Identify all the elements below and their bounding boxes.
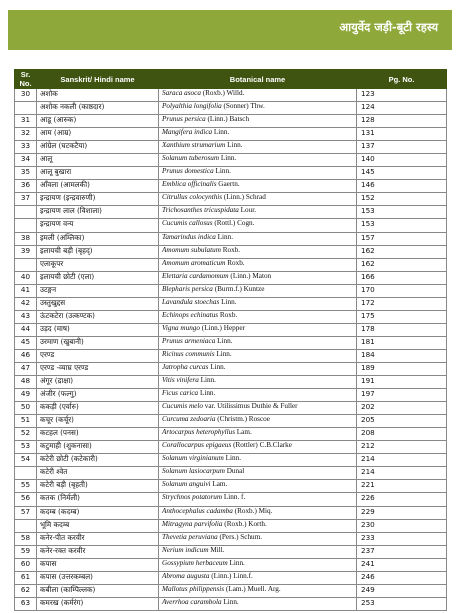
botanical-authority: Linn.	[227, 141, 243, 150]
cell-page-no: 202	[357, 402, 447, 415]
cell-sr-no: 39	[15, 245, 37, 258]
cell-sanskrit-name: कटहल (पनस)	[37, 428, 159, 441]
cell-sanskrit-name: आलू	[37, 154, 159, 167]
table-row	[15, 493, 447, 506]
botanical-genus-species: Solanum tuberosum	[162, 154, 220, 163]
botanical-authority: Roxb.	[219, 310, 238, 319]
botanical-genus-species: Lavandula stoechas	[162, 297, 220, 306]
cell-page-no: 208	[357, 428, 447, 441]
table-row	[15, 584, 447, 597]
botanical-genus-species: Abroma augusta	[162, 571, 210, 580]
cell-botanical-name	[159, 402, 357, 415]
table-row	[15, 245, 447, 258]
cell-sr-no: 40	[15, 271, 37, 284]
botanical-genus-species: Vigna mungo	[162, 323, 200, 332]
cell-sr-no: 45	[15, 336, 37, 349]
cell-sanskrit-name: ककड़ी (एर्वारु)	[37, 402, 159, 415]
cell-sr-no: 38	[15, 232, 37, 245]
table-row	[15, 167, 447, 180]
cell-sanskrit-name: एलाकूपर	[37, 258, 159, 271]
botanical-authority: Linn.	[225, 454, 241, 463]
botanical-genus-species: Tamarindus indica	[162, 232, 216, 241]
cell-botanical-name	[159, 415, 357, 428]
cell-sanskrit-name: उड़द (माष)	[37, 323, 159, 336]
cell-sr-no: 50	[15, 402, 37, 415]
botanical-genus-species: Polyalthia longifolia	[162, 102, 222, 111]
cell-page-no: 124	[357, 102, 447, 115]
table-row	[15, 506, 447, 519]
botanical-authority: (Linn.) Batsch	[207, 115, 250, 124]
cell-botanical-name	[159, 558, 357, 571]
table-row	[15, 571, 447, 584]
botanical-genus-species: Ricinus communis	[162, 349, 215, 358]
cell-page-no: 241	[357, 558, 447, 571]
cell-sanskrit-name: इन्द्रायण वन्य	[37, 219, 159, 232]
botanical-genus-species: Emblica officinalis	[162, 180, 217, 189]
cell-sr-no: 53	[15, 441, 37, 454]
botanical-genus-species: Amomum subulatum	[162, 245, 221, 254]
cell-botanical-name	[159, 128, 357, 141]
cell-page-no: 128	[357, 115, 447, 128]
cell-page-no: 229	[357, 506, 447, 519]
cell-botanical-name	[159, 571, 357, 584]
herb-index-table	[14, 69, 447, 611]
table-row	[15, 558, 447, 571]
botanical-authority: (Roxb.) Miq.	[234, 506, 273, 515]
botanical-authority: Linn.	[220, 154, 237, 163]
cell-sanskrit-name: अंगूर (द्राक्षा)	[37, 376, 159, 389]
table-row	[15, 532, 447, 545]
botanical-genus-species: Artocarpus heterophyllus	[162, 428, 235, 437]
cell-botanical-name	[159, 519, 357, 532]
cell-sanskrit-name: एरण्ड	[37, 349, 159, 362]
cell-sr-no: 35	[15, 167, 37, 180]
botanical-genus-species: Trichosanthes tricuspidata	[162, 206, 239, 215]
botanical-genus-species: Cucumis melo	[162, 402, 203, 411]
botanical-authority: (Sonner) Thw.	[223, 102, 265, 111]
table-row	[15, 297, 447, 310]
cell-sr-no: 62	[15, 584, 37, 597]
cell-page-no: 221	[357, 480, 447, 493]
botanical-genus-species: Amomum aromaticum	[162, 258, 226, 267]
botanical-authority: var. Utilissimus Duthie & Fuller	[204, 402, 298, 411]
botanical-genus-species: Cucumis callosus	[162, 219, 213, 228]
cell-sanskrit-name: कटेरी छोटी (कटेकारी)	[37, 454, 159, 467]
cell-sr-no: 56	[15, 493, 37, 506]
botanical-genus-species: Curcuma zedoaria	[162, 415, 216, 424]
cell-page-no: 153	[357, 206, 447, 219]
cell-page-no: 205	[357, 415, 447, 428]
cell-botanical-name	[159, 193, 357, 206]
botanical-authority: Mill.	[210, 545, 225, 554]
cell-botanical-name	[159, 506, 357, 519]
botanical-genus-species: Jatropha curcas	[162, 362, 209, 371]
cell-page-no: 140	[357, 154, 447, 167]
cell-page-no: 246	[357, 571, 447, 584]
botanical-genus-species: Xanthium strumarium	[162, 141, 226, 150]
cell-sanskrit-name: कपास	[37, 558, 159, 571]
botanical-genus-species: Strychnos potatorum	[162, 493, 223, 502]
col-header-botanical: Botanical name	[159, 70, 357, 89]
botanical-authority: (Rottler) C.B.Clarke	[233, 441, 292, 450]
botanical-authority: (Rottl.) Cogn.	[214, 219, 255, 228]
cell-page-no: 123	[357, 89, 447, 102]
botanical-authority: (Linn.) Schrad	[223, 193, 266, 202]
cell-page-no: 166	[357, 271, 447, 284]
table-row	[15, 219, 447, 232]
cell-sanskrit-name: उटङ्गन	[37, 284, 159, 297]
botanical-genus-species: Mallotus philippensis	[162, 584, 225, 593]
cell-page-no: 181	[357, 336, 447, 349]
botanical-authority: (Linn.) Maton	[230, 271, 272, 280]
botanical-authority: (Linn.) Linn.f.	[211, 571, 253, 580]
table-header-row	[15, 70, 447, 89]
botanical-authority: Roxb.	[222, 245, 241, 254]
botanical-authority: Linn.	[210, 362, 226, 371]
botanical-genus-species: Ficus carica	[162, 389, 199, 398]
cell-sanskrit-name: आडू (आरुक)	[37, 115, 159, 128]
table-row	[15, 519, 447, 532]
botanical-authority: (Christm.) Roscoe	[217, 415, 270, 424]
botanical-authority: Linn.	[221, 297, 237, 306]
botanical-genus-species: Mitragyna parvifolia	[162, 519, 223, 528]
cell-sanskrit-name: उरमाण (खुबानी)	[37, 336, 159, 349]
cell-sr-no: 55	[15, 480, 37, 493]
cell-sanskrit-name: इलायची छोटी (एला)	[37, 271, 159, 284]
cell-sr-no: 46	[15, 349, 37, 362]
cell-page-no: 131	[357, 128, 447, 141]
cell-sanskrit-name: आम (आम्र)	[37, 128, 159, 141]
cell-sanskrit-name: भूमि कदम्ब	[37, 519, 159, 532]
cell-sanskrit-name: कनेर-पीत करवीर	[37, 532, 159, 545]
table-row	[15, 545, 447, 558]
cell-page-no: 184	[357, 349, 447, 362]
header-bar	[8, 10, 452, 50]
col-header-sr: Sr. No.	[15, 70, 37, 89]
botanical-authority: (Pers.) Schum.	[219, 532, 263, 541]
botanical-genus-species: Averrhoa carambola	[162, 597, 222, 606]
table-row	[15, 89, 447, 102]
cell-botanical-name	[159, 545, 357, 558]
table-row	[15, 258, 447, 271]
cell-botanical-name	[159, 336, 357, 349]
table-row	[15, 271, 447, 284]
table-row	[15, 154, 447, 167]
botanical-authority: Roxb.	[227, 258, 245, 267]
botanical-authority: Linn.	[215, 167, 231, 176]
cell-sr-no: 54	[15, 454, 37, 467]
table-row	[15, 323, 447, 336]
botanical-authority: Linn.	[199, 389, 216, 398]
botanical-authority: Lam.	[212, 480, 228, 489]
cell-sr-no	[15, 206, 37, 219]
cell-sr-no: 60	[15, 558, 37, 571]
table-row	[15, 454, 447, 467]
col-header-page: Pg. No.	[357, 70, 447, 89]
botanical-genus-species: Echinops echinatus	[162, 310, 219, 319]
cell-sanskrit-name: अंजीर (फल्गु)	[37, 389, 159, 402]
botanical-authority: Linn.	[217, 232, 234, 241]
botanical-authority: Dunal	[226, 467, 245, 476]
table-row	[15, 115, 447, 128]
cell-sanskrit-name: आलू बुखारा	[37, 167, 159, 180]
table-row	[15, 102, 447, 115]
cell-sr-no: 52	[15, 428, 37, 441]
botanical-genus-species: Solanum lasiocarpum	[162, 467, 225, 476]
table-row	[15, 141, 447, 154]
botanical-genus-species: Gossypium herbaceum	[162, 558, 228, 567]
cell-botanical-name	[159, 219, 357, 232]
cell-page-no: 153	[357, 219, 447, 232]
cell-sr-no	[15, 258, 37, 271]
cell-sanskrit-name: कटेरी बड़ी (बृहती)	[37, 480, 159, 493]
table-row	[15, 480, 447, 493]
cell-sr-no: 57	[15, 506, 37, 519]
botanical-authority: (Lam.) Muell. Arg.	[225, 584, 281, 593]
botanical-authority: (Burm.f.) Kuntze	[214, 284, 265, 293]
cell-page-no: 237	[357, 545, 447, 558]
cell-sanskrit-name: कपास (उत्तरकम्बल)	[37, 571, 159, 584]
cell-botanical-name	[159, 154, 357, 167]
table-row	[15, 193, 447, 206]
botanical-genus-species: Prunus armeniaca	[162, 336, 216, 345]
cell-sanskrit-name: इन्द्रायण (इन्द्रवारुणी)	[37, 193, 159, 206]
cell-page-no: 212	[357, 441, 447, 454]
table-row	[15, 362, 447, 375]
cell-sr-no: 58	[15, 532, 37, 545]
cell-botanical-name	[159, 597, 357, 610]
cell-botanical-name	[159, 115, 357, 128]
cell-sr-no: 32	[15, 128, 37, 141]
table-row	[15, 310, 447, 323]
table-row	[15, 180, 447, 193]
table-row	[15, 441, 447, 454]
cell-page-no: 178	[357, 323, 447, 336]
cell-botanical-name	[159, 271, 357, 284]
table-body	[15, 89, 447, 611]
cell-sr-no	[15, 519, 37, 532]
botanical-authority: Linn.	[213, 128, 230, 137]
cell-sanskrit-name: कदम्ब (कदम्ब)	[37, 506, 159, 519]
botanical-genus-species: Thevetia peruviana	[162, 532, 218, 541]
cell-page-no: 162	[357, 258, 447, 271]
cell-page-no: 197	[357, 389, 447, 402]
cell-sanskrit-name: कतक (निर्मली)	[37, 493, 159, 506]
cell-page-no: 214	[357, 454, 447, 467]
botanical-authority: (Roxb.) Willd.	[202, 89, 245, 97]
cell-botanical-name	[159, 323, 357, 336]
cell-sr-no: 33	[15, 141, 37, 154]
cell-sanskrit-name: एरण्ड -व्याघ्र एरण्ड	[37, 362, 159, 375]
cell-botanical-name	[159, 349, 357, 362]
botanical-genus-species: Nerium indicum	[162, 545, 209, 554]
cell-page-no: 152	[357, 193, 447, 206]
botanical-genus-species: Solanum anguivi	[162, 480, 211, 489]
table-row	[15, 336, 447, 349]
cell-sanskrit-name: कटुमाही (शुकनासा)	[37, 441, 159, 454]
botanical-genus-species: Anthocephalus cadamba	[162, 506, 233, 515]
botanical-authority: Lam.	[236, 428, 252, 437]
cell-page-no: 172	[357, 297, 447, 310]
botanical-genus-species: Vitis vinifera	[162, 376, 199, 385]
cell-page-no: 214	[357, 467, 447, 480]
botanical-genus-species: Prunus persica	[162, 115, 206, 124]
cell-sr-no: 48	[15, 376, 37, 389]
cell-page-no: 233	[357, 532, 447, 545]
cell-sr-no: 36	[15, 180, 37, 193]
botanical-genus-species: Mangifera indica	[162, 128, 213, 137]
cell-sanskrit-name: कनेर-रक्त करवीर	[37, 545, 159, 558]
cell-sanskrit-name: इलायची बड़ी (बृहद्)	[37, 245, 159, 258]
cell-botanical-name	[159, 310, 357, 323]
cell-sanskrit-name: आंग्रेल (घटकटैया)	[37, 141, 159, 154]
cell-botanical-name	[159, 362, 357, 375]
botanical-genus-species: Citrullus colocynthis	[162, 193, 223, 202]
cell-botanical-name	[159, 245, 357, 258]
cell-botanical-name	[159, 454, 357, 467]
cell-botanical-name	[159, 376, 357, 389]
cell-sr-no: 44	[15, 323, 37, 336]
botanical-authority: Linn.	[200, 376, 216, 385]
cell-page-no: 145	[357, 167, 447, 180]
cell-botanical-name	[159, 258, 357, 271]
cell-sr-no: 37	[15, 193, 37, 206]
cell-sr-no: 61	[15, 571, 37, 584]
cell-botanical-name	[159, 232, 357, 245]
cell-sanskrit-name: आँवला (आमलकी)	[37, 180, 159, 193]
cell-page-no: 175	[357, 310, 447, 323]
cell-page-no: 170	[357, 284, 447, 297]
cell-sanskrit-name: ऊंटकटेरा (उत्कण्टक)	[37, 310, 159, 323]
table-row	[15, 128, 447, 141]
cell-botanical-name	[159, 89, 357, 102]
cell-sr-no: 47	[15, 362, 37, 375]
botanical-genus-species: Solanum virginianum	[162, 454, 224, 463]
col-header-name: Sanskrit/ Hindi name	[37, 70, 159, 89]
botanical-genus-species: Blepharis persica	[162, 284, 213, 293]
cell-sr-no	[15, 467, 37, 480]
cell-sanskrit-name: कबीला (काम्पिल्लक)	[37, 584, 159, 597]
table-row	[15, 284, 447, 297]
botanical-genus-species: Elettaria cardamomum	[162, 271, 229, 280]
cell-sr-no	[15, 219, 37, 232]
cell-botanical-name	[159, 206, 357, 219]
cell-botanical-name	[159, 441, 357, 454]
table-row	[15, 415, 447, 428]
table-row	[15, 206, 447, 219]
botanical-authority: Linn. f.	[223, 493, 246, 502]
cell-botanical-name	[159, 493, 357, 506]
table-row	[15, 389, 447, 402]
table-row	[15, 232, 447, 245]
cell-sanskrit-name: कचूर (कर्चूर)	[37, 415, 159, 428]
book-title: आयुर्वेद जड़ी-बूटी रहस्य	[339, 20, 438, 34]
cell-page-no: 230	[357, 519, 447, 532]
table-row	[15, 376, 447, 389]
cell-botanical-name	[159, 167, 357, 180]
botanical-authority: Linn.	[216, 349, 232, 358]
botanical-genus-species: Corallocarpus epigaeus	[162, 441, 232, 450]
table-row	[15, 467, 447, 480]
cell-page-no: 189	[357, 362, 447, 375]
cell-sanskrit-name: अशोक नकली (काष्ठदार)	[37, 102, 159, 115]
cell-page-no: 226	[357, 493, 447, 506]
cell-sanskrit-name: अशोक	[37, 89, 159, 102]
cell-sanskrit-name: उस्तुखुद्दस	[37, 297, 159, 310]
cell-botanical-name	[159, 428, 357, 441]
cell-page-no: 137	[357, 141, 447, 154]
cell-page-no: 253	[357, 597, 447, 610]
cell-page-no: 249	[357, 584, 447, 597]
cell-sr-no: 43	[15, 310, 37, 323]
botanical-genus-species: Saraca asoca	[162, 89, 201, 97]
cell-botanical-name	[159, 532, 357, 545]
cell-sanskrit-name: इमली (अम्लिका)	[37, 232, 159, 245]
cell-sanskrit-name: कमरख (कर्मरंग)	[37, 597, 159, 610]
cell-page-no: 146	[357, 180, 447, 193]
botanical-authority: (Linn.) Hepper	[201, 323, 245, 332]
botanical-authority: Linn.	[217, 336, 233, 345]
cell-sr-no: 63	[15, 597, 37, 610]
cell-sr-no: 59	[15, 545, 37, 558]
table-row	[15, 402, 447, 415]
cell-sr-no: 34	[15, 154, 37, 167]
cell-sr-no	[15, 102, 37, 115]
botanical-authority: (Roxb.) Korth.	[224, 519, 267, 528]
cell-botanical-name	[159, 141, 357, 154]
botanical-authority: Linn.	[229, 558, 245, 567]
cell-sr-no: 51	[15, 415, 37, 428]
herb-index-table-wrap	[14, 69, 446, 611]
cell-page-no: 191	[357, 376, 447, 389]
cell-sr-no: 41	[15, 284, 37, 297]
cell-page-no: 162	[357, 245, 447, 258]
cell-botanical-name	[159, 467, 357, 480]
cell-botanical-name	[159, 480, 357, 493]
botanical-genus-species: Prunus domestica	[162, 167, 214, 176]
table-row	[15, 349, 447, 362]
botanical-authority: Linn.	[223, 597, 239, 606]
botanical-authority: Lour.	[240, 206, 257, 215]
cell-botanical-name	[159, 297, 357, 310]
botanical-authority: Gaertn.	[218, 180, 240, 189]
cell-sr-no: 30	[15, 89, 37, 102]
cell-sr-no: 42	[15, 297, 37, 310]
table-row	[15, 428, 447, 441]
cell-sanskrit-name: इन्द्रायण लाल (विशाला)	[37, 206, 159, 219]
table-row	[15, 597, 447, 610]
cell-botanical-name	[159, 180, 357, 193]
cell-botanical-name	[159, 584, 357, 597]
cell-sanskrit-name: कटेरी श्वेत	[37, 467, 159, 480]
cell-sr-no: 49	[15, 389, 37, 402]
cell-botanical-name	[159, 284, 357, 297]
cell-botanical-name	[159, 102, 357, 115]
cell-botanical-name	[159, 389, 357, 402]
cell-page-no: 157	[357, 232, 447, 245]
cell-sr-no: 31	[15, 115, 37, 128]
